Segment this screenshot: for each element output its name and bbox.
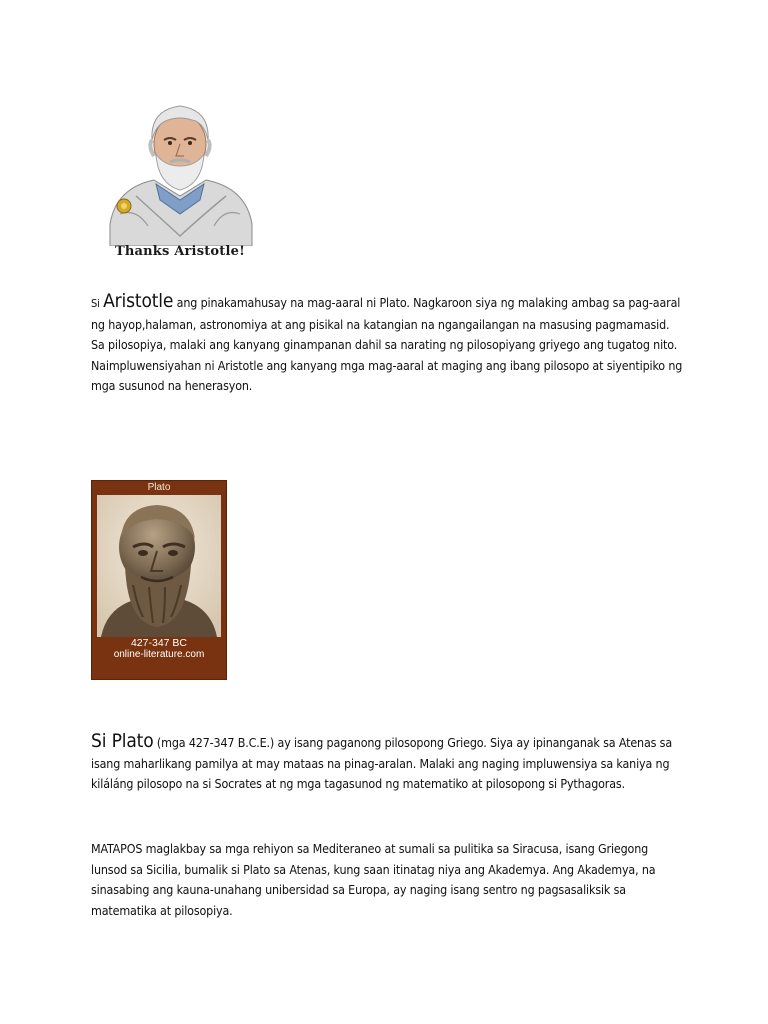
plato-bust-illustration — [97, 495, 221, 637]
aristotle-image — [96, 96, 264, 268]
plato-image-site: online-literature.com — [113, 649, 205, 660]
aristotle-caption: Thanks Aristotle! — [114, 244, 246, 259]
aristotle-name: Aristotle — [103, 290, 174, 312]
plato-lead: Si Plato — [91, 730, 154, 752]
aristotle-lead-si: Si — [91, 297, 100, 310]
plato-text: (mga 427-347 B.C.E.) ay isang paganong pilosopong Griego. Siya ay ipinanganak sa Atenas sa isang maharlikang pamilya at may mataas na pinag-aralan. Malaki ang naging impluwensiya sa kaniya ng kiláláng pilosopo na si Socrates at ng mga tagasunod ng matematiko at pilosopong si Pythagoras. — [91, 735, 673, 791]
aristotle-illustration — [96, 96, 264, 246]
plato-paragraph — [91, 731, 683, 795]
akademya-paragraph: MATAPOS maglakbay sa mga rehiyon sa Mediteraneo at sumali sa pulitika sa Siracusa, isang Griegong lunsod sa Sicilia, bumalik si Plato sa Atenas, kung saan itinatag niya ang Akademya. Ang Akademya, na sinasabing ang kauna-unahang unibersidad sa Europa, ay naging isang sentro ng pagsasaliksik sa matematika at pilosopiya. — [91, 841, 656, 918]
aristotle-paragraph — [91, 291, 683, 397]
plato-image-title: Plato — [147, 482, 171, 493]
plato-bust — [97, 495, 221, 637]
plato-image — [91, 480, 227, 680]
aristotle-text: ang pinakamahusay na mag-aaral ni Plato. Nagkaroon siya ng malaking ambag sa pag-aaral ng hayop,halaman, astronomiya at ang pisikal na katangian na ngangailangan na masusing pagmamasid. Sa pilosopiya, malaki ang kanyang ginampanan dahil sa narating ng pilosopiyang griyego ang tugatog nito. Naimpluwensiyahan ni Aristotle ang kanyang mga mag-aaral at maging ang ibang pilosopo at siyentipiko ng mga susunod na henerasyon. — [91, 295, 683, 393]
plato-image-dates: 427-347 BC — [130, 637, 188, 649]
